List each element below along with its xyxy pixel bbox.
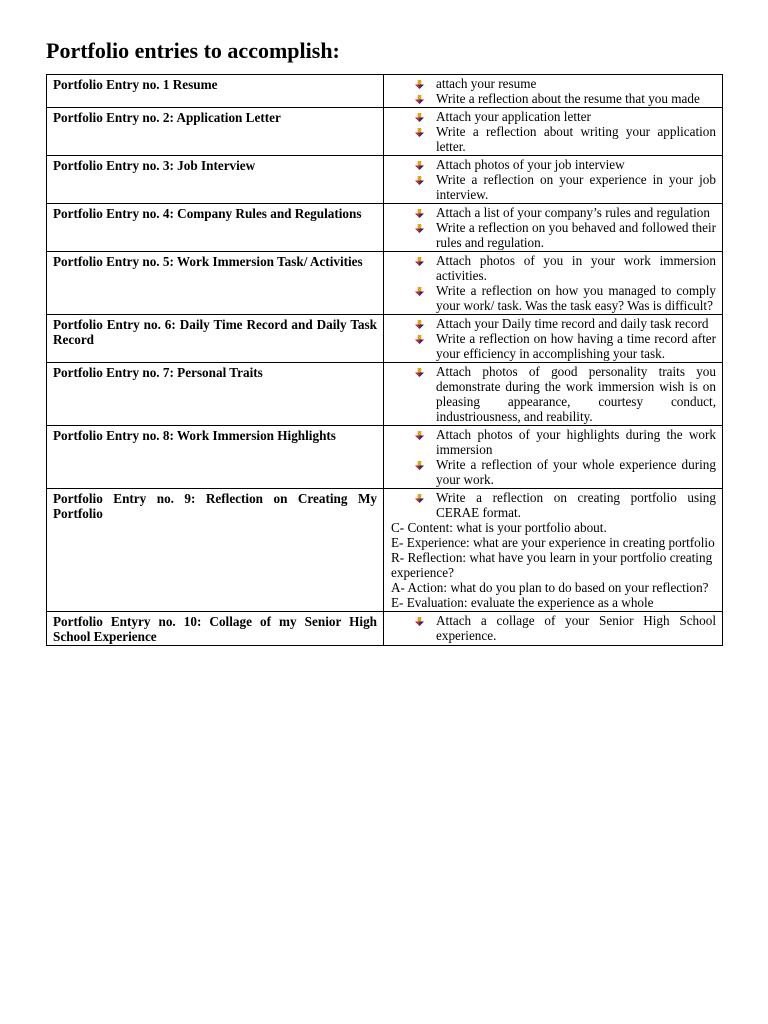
arrow-bullet-icon: [415, 335, 424, 344]
arrow-bullet-icon: [415, 128, 424, 137]
cerae-line: R- Reflection: what have you learn in your portfolio creating experience?: [391, 550, 713, 580]
instruction-list: [391, 109, 716, 154]
arrow-bullet-icon: [415, 494, 424, 503]
table-row: [47, 204, 723, 252]
instruction-item: [391, 157, 716, 172]
instruction-list: [391, 157, 716, 202]
arrow-bullet-icon: [415, 461, 424, 470]
table-row: [47, 315, 723, 363]
instruction-item: [391, 109, 716, 124]
entry-title: Portfolio Entry no. 1 Resume: [47, 75, 384, 108]
instruction-item: [391, 253, 716, 283]
instruction-text: Attach your application letter: [436, 109, 591, 124]
table-row: [47, 612, 723, 646]
arrow-bullet-icon: [415, 320, 424, 329]
instruction-text: Attach photos of good personality traits you demonstrate during the work immersion wish is on pleasing appearance, courtesy conduct, industriousness, and reability.: [436, 364, 716, 424]
arrow-bullet-icon: [415, 161, 424, 170]
entry-instructions: [384, 156, 723, 204]
entry-instructions: [384, 489, 723, 612]
instruction-item: [391, 613, 716, 643]
arrow-bullet-icon: [415, 209, 424, 218]
cerae-line: E- Experience: what are your experience in creating portfolio: [391, 535, 715, 550]
instruction-list: [391, 427, 716, 487]
instruction-list: [391, 364, 716, 424]
instruction-item: [391, 124, 716, 154]
instruction-item: [391, 283, 716, 313]
table-row: [47, 252, 723, 315]
page-title: Portfolio entries to accomplish:: [46, 38, 340, 63]
instruction-text: Write a reflection on creating portfolio using CERAE format.: [436, 490, 716, 520]
entry-instructions: [384, 75, 723, 108]
instruction-item: [391, 457, 716, 487]
instruction-list: [391, 253, 716, 313]
entry-title: Portfolio Entry no. 2: Application Letter: [47, 108, 384, 156]
instruction-text: Write a reflection on your experience in your job interview.: [436, 172, 716, 202]
entry-title: Portfolio Entyry no. 10: Collage of my Senior High School Experience: [47, 612, 384, 646]
instruction-text: Attach a collage of your Senior High School experience.: [436, 613, 716, 643]
cerae-line: C- Content: what is your portfolio about.: [391, 520, 607, 535]
table-row: [47, 156, 723, 204]
arrow-bullet-icon: [415, 287, 424, 296]
instruction-item: [391, 331, 716, 361]
instruction-list: [391, 316, 716, 361]
arrow-bullet-icon: [415, 617, 424, 626]
cerae-line: E- Evaluation: evaluate the experience as a whole: [391, 595, 654, 610]
instruction-text: Write a reflection about writing your application letter.: [436, 124, 716, 154]
arrow-bullet-icon: [415, 368, 424, 377]
instruction-item: [391, 427, 716, 457]
table-row: [47, 75, 723, 108]
instruction-list: [391, 76, 716, 106]
instruction-text: attach your resume: [436, 76, 537, 91]
entry-title: Portfolio Entry no. 4: Company Rules and Regulations: [47, 204, 384, 252]
instruction-text: Attach photos of you in your work immersion activities.: [436, 253, 716, 283]
portfolio-entries-table: [46, 74, 723, 646]
entry-title: Portfolio Entry no. 9: Reflection on Creating My Portfolio: [47, 489, 384, 612]
instruction-list: [391, 490, 716, 520]
instruction-text: Attach photos of your highlights during the work immersion: [436, 427, 716, 457]
instruction-item: [391, 91, 716, 106]
arrow-bullet-icon: [415, 113, 424, 122]
instruction-item: [391, 205, 716, 220]
entry-title: Portfolio Entry no. 8: Work Immersion Highlights: [47, 426, 384, 489]
instruction-text: Write a reflection of your whole experience during your work.: [436, 457, 716, 487]
entry-instructions: [384, 252, 723, 315]
instruction-item: [391, 490, 716, 520]
arrow-bullet-icon: [415, 257, 424, 266]
entry-instructions: [384, 204, 723, 252]
table-row: [47, 363, 723, 426]
instruction-text: Write a reflection on how having a time record after your efficiency in accomplishing your task.: [436, 331, 716, 361]
instruction-list: [391, 613, 716, 643]
arrow-bullet-icon: [415, 431, 424, 440]
entry-instructions: [384, 363, 723, 426]
instruction-item: [391, 220, 716, 250]
instruction-text: Write a reflection on how you managed to comply your work/ task. Was the task easy? Was is difficult?: [436, 283, 716, 313]
instruction-text: Attach a list of your company’s rules and regulation: [436, 205, 710, 220]
entry-title: Portfolio Entry no. 3: Job Interview: [47, 156, 384, 204]
instruction-item: [391, 76, 716, 91]
arrow-bullet-icon: [415, 80, 424, 89]
entry-title: Portfolio Entry no. 5: Work Immersion Task/ Activities: [47, 252, 384, 315]
instruction-item: [391, 316, 716, 331]
entry-title: Portfolio Entry no. 6: Daily Time Record and Daily Task Record: [47, 315, 384, 363]
arrow-bullet-icon: [415, 176, 424, 185]
instruction-item: [391, 172, 716, 202]
entry-instructions: [384, 315, 723, 363]
table-row: [47, 426, 723, 489]
entry-instructions: [384, 108, 723, 156]
instruction-text: Attach photos of your job interview: [436, 157, 625, 172]
entry-instructions: [384, 426, 723, 489]
table-row: [47, 489, 723, 612]
instruction-text: Write a reflection on you behaved and followed their rules and regulation.: [436, 220, 716, 250]
instruction-text: Attach your Daily time record and daily task record: [436, 316, 709, 331]
cerae-line: A- Action: what do you plan to do based on your reflection?: [391, 580, 709, 595]
instruction-text: Write a reflection about the resume that you made: [436, 91, 700, 106]
entry-title: Portfolio Entry no. 7: Personal Traits: [47, 363, 384, 426]
arrow-bullet-icon: [415, 95, 424, 104]
instruction-list: [391, 205, 716, 250]
instruction-item: [391, 364, 716, 424]
entry-instructions: [384, 612, 723, 646]
arrow-bullet-icon: [415, 224, 424, 233]
table-row: [47, 108, 723, 156]
